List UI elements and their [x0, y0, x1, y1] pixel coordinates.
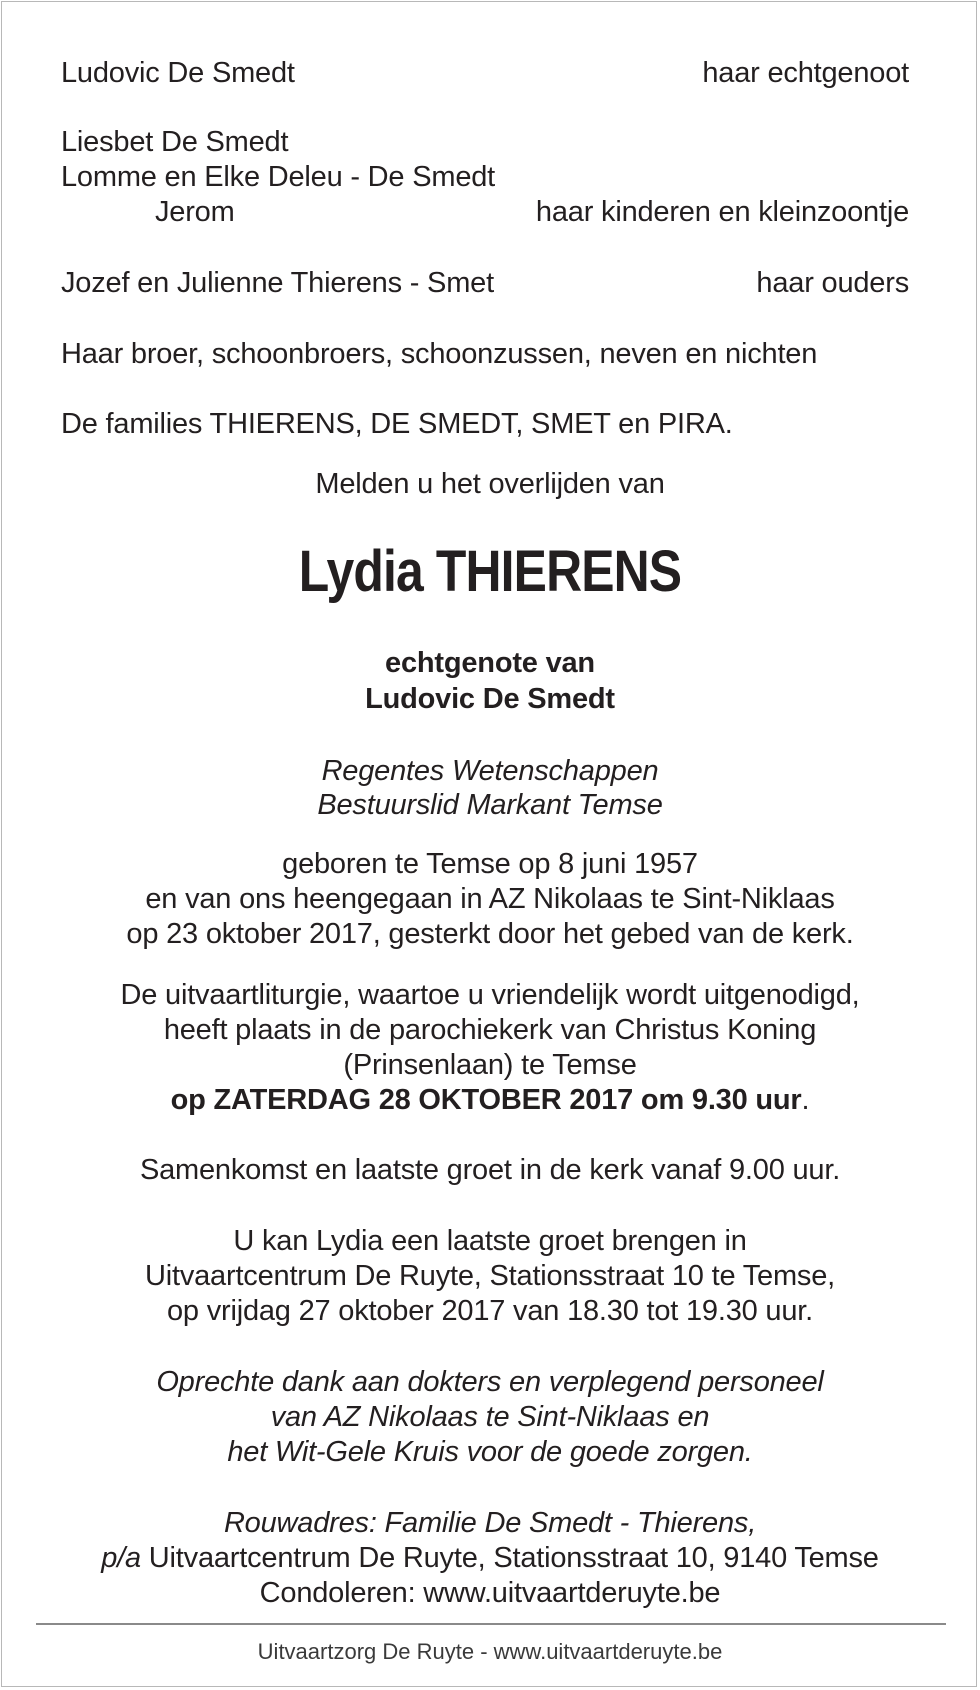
obituary-card	[1, 1, 977, 1687]
children-relation: haar kinderen en kleinzoontje	[535, 196, 909, 228]
families-line: De families THIERENS, DE SMEDT, SMET en PIRA.	[61, 408, 733, 440]
visitation-line-1: U kan Lydia een laatste groet brengen in	[233, 1225, 747, 1257]
thanks-line-1: Oprechte dank aan dokters en verplegend personeel	[156, 1366, 824, 1398]
deceased-name: Lydia THIERENS	[298, 539, 682, 604]
parents-relation: haar ouders	[756, 267, 909, 299]
life-line-3: op 23 oktober 2017, gesterkt door het gebed van de kerk.	[126, 918, 854, 950]
life-line-1: geboren te Temse op 8 juni 1957	[282, 848, 698, 880]
child-2: Lomme en Elke Deleu - De Smedt	[61, 161, 496, 193]
postal-address	[2, 1541, 978, 1575]
footer-credit: Uitvaartzorg De Ruyte - www.uitvaartderuyte.be	[257, 1639, 723, 1664]
thanks-line-3: het Wit-Gele Kruis voor de goede zorgen.	[227, 1436, 753, 1468]
funeral-line-2: heeft plaats in de parochiekerk van Christus Koning	[163, 1014, 817, 1046]
gathering-line: Samenkomst en laatste groet in de kerk vanaf 9.00 uur.	[139, 1154, 841, 1186]
visitation-line-2: Uitvaartcentrum De Ruyte, Stationsstraat 10 te Temse,	[144, 1260, 835, 1292]
address-prefix: p/a	[101, 1542, 141, 1574]
spouse-label: echtgenote van	[385, 647, 595, 679]
funeral-line-3: (Prinsenlaan) te Temse	[343, 1049, 637, 1081]
life-line-2: en van ons heengegaan in AZ Nikolaas te Sint-Niklaas	[145, 883, 835, 915]
visitation-line-3: op vrijdag 27 oktober 2017 van 18.30 tot 19.30 uur.	[166, 1295, 813, 1327]
grandchild-name: Jerom	[155, 196, 235, 228]
title-2: Bestuurslid Markant Temse	[317, 789, 663, 821]
spouse-relation: haar echtgenoot	[702, 57, 909, 89]
funeral-date	[2, 1083, 978, 1117]
parents-name: Jozef en Julienne Thierens - Smet	[61, 267, 494, 299]
spouse-full-name: Ludovic De Smedt	[365, 683, 615, 715]
footer-divider	[36, 1623, 946, 1625]
title-1: Regentes Wetenschappen	[321, 755, 659, 787]
siblings-line: Haar broer, schoonbroers, schoonzussen, neven en nichten	[61, 338, 818, 370]
funeral-date-time: op ZATERDAG 28 OKTOBER 2017 om 9.30 uur	[170, 1084, 802, 1116]
thanks-line-2: van AZ Nikolaas te Sint-Niklaas en	[270, 1401, 710, 1433]
spouse-name: Ludovic De Smedt	[61, 57, 295, 89]
condolences-line: Condoleren: www.uitvaartderuyte.be	[259, 1577, 721, 1609]
address-line: Uitvaartcentrum De Ruyte, Stationsstraat 10, 9140 Temse	[140, 1542, 879, 1574]
child-1: Liesbet De Smedt	[61, 126, 289, 158]
mourning-address: Rouwadres: Familie De Smedt - Thierens,	[223, 1507, 757, 1539]
funeral-line-1: De uitvaartliturgie, waartoe u vriendelijk wordt uitgenodigd,	[120, 979, 860, 1011]
announcement: Melden u het overlijden van	[315, 468, 665, 500]
funeral-date-suffix: .	[801, 1084, 810, 1116]
